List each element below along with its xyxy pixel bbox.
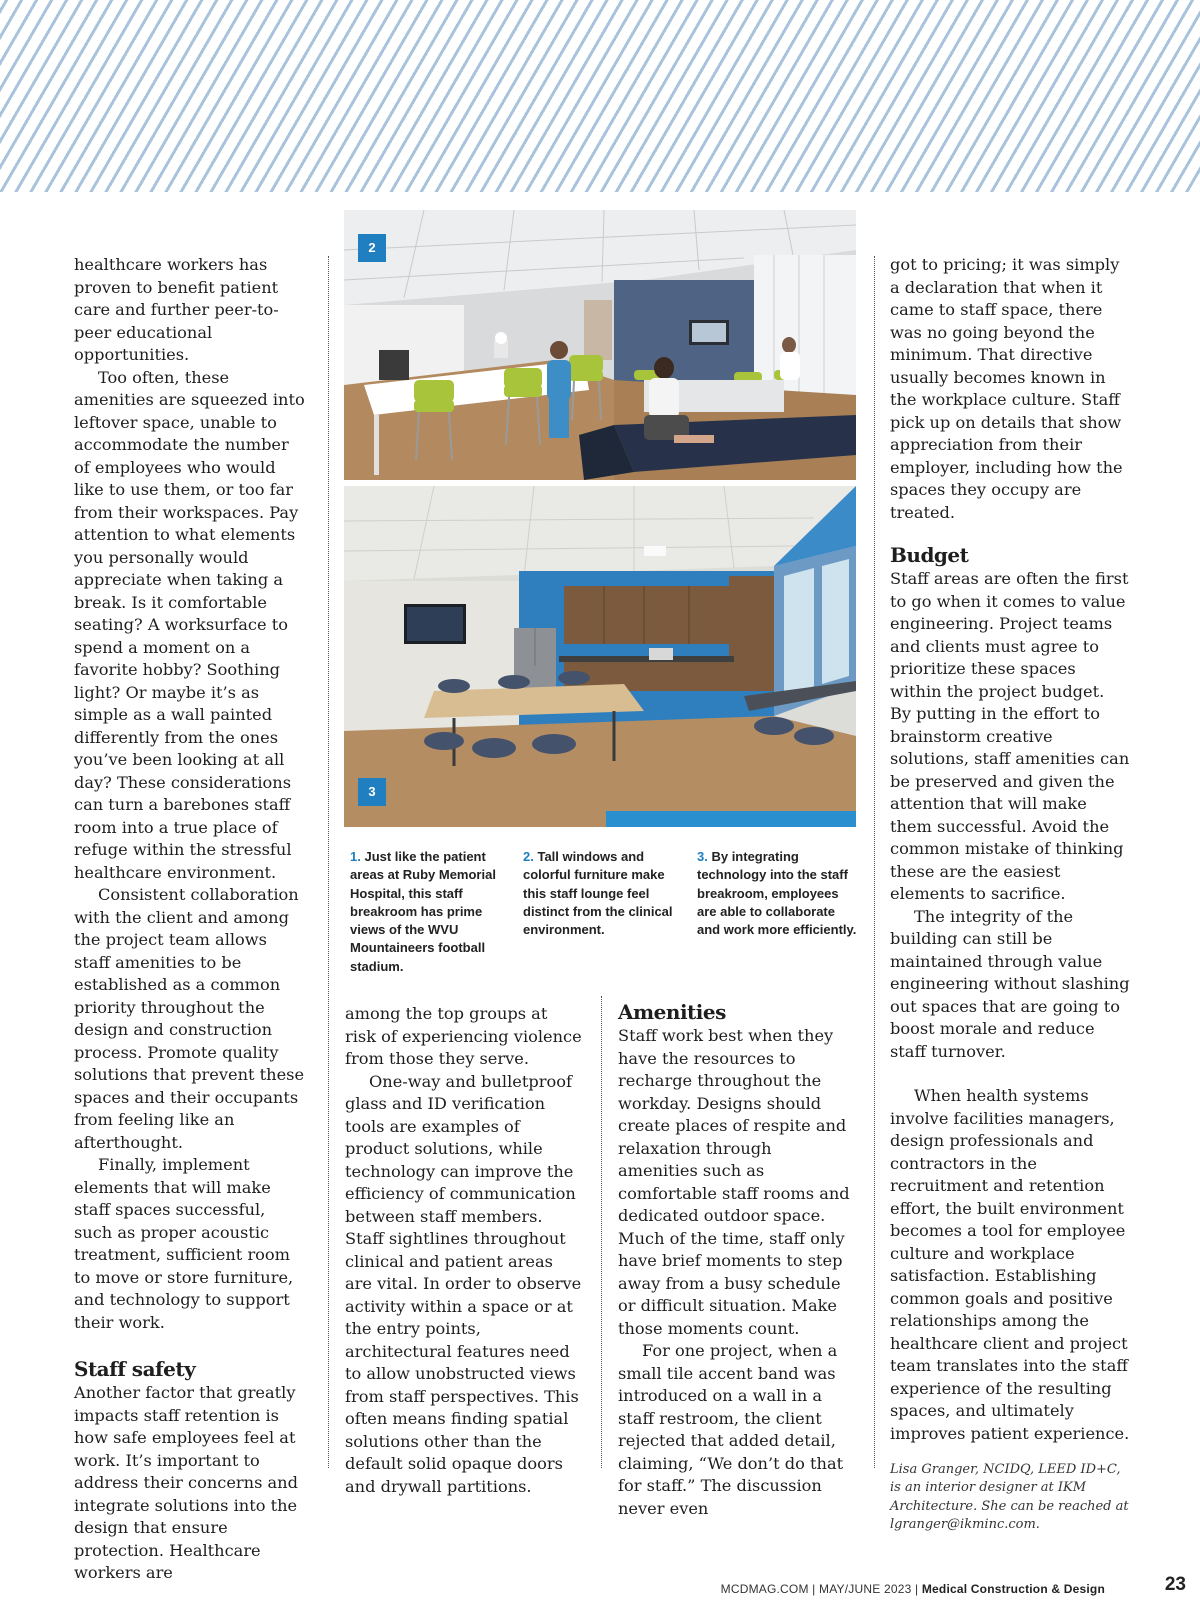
column-divider — [601, 996, 602, 1468]
photo-caption-2 — [523, 848, 683, 939]
paragraph: One-way and bulletproof glass and ID verification tools are examples of product solutions, while technology can improve the efficiency of communication between staff members. Staff sightlines throughout clinical and patient areas are vital. In order to observe activity within a space or at the entry points, architectural features need to allow unobstructed views from staff perspectives. This often means finding spatial solutions other than the default solid opaque doors and drywall partitions. — [345, 1071, 582, 1496]
paragraph: When health systems involve facilities managers, design professionals and contractors in the recruitment and retention effort, the built environment becomes a tool for employee culture and workplace satisfaction. Establishing common goals and positive relationships among the healthcare client and project team translates into the staff experience of the resulting spaces, and ultimately improves patient experience. — [890, 1086, 1130, 1443]
page-number: 23 — [1164, 1574, 1186, 1595]
page-footer — [721, 1582, 1105, 1596]
article-column-3 — [618, 999, 856, 1520]
staff-lounge-illustration — [344, 210, 856, 480]
paragraph: among the top groups at risk of experiencing violence from those they serve. — [345, 1004, 582, 1068]
staff-breakroom-illustration — [344, 486, 856, 827]
caption-text: Just like the patient areas at Ruby Memorial Hospital, this staff breakroom has prime views of the WVU Mountaineers football stadium. — [350, 849, 496, 974]
paragraph: Too often, these amenities are squeezed into leftover space, unable to accommodate the number of employees who would like to use them, or too far from their workspaces. Pay attention to what elements you personally would appreciate when taking a break. Is it comfortable seating? A worksurface to spend a moment on a favorite hobby? Soothing light? Or maybe it’s as simple as a wall painted differently from the ones you’ve been looking at all day? These considerations can turn a barebones staff room into a true place of refuge within the stressful healthcare environment. — [74, 367, 305, 882]
article-column-1 — [74, 254, 308, 1585]
article-column-4 — [890, 254, 1130, 1534]
paragraph: Another factor that greatly impacts staff retention is how safe employees feel at work. It’s important to address their concerns and integrate solutions into the design that ensure protection. Healthcare workers are — [74, 1383, 298, 1582]
photo-caption-3 — [697, 848, 857, 939]
section-heading-amenities: Amenities — [618, 1000, 726, 1024]
paragraph: healthcare workers has proven to benefit patient care and further peer-to-peer educational opportunities. — [74, 255, 279, 364]
paragraph: Finally, implement elements that will make staff spaces successful, such as proper acoustic treatment, sufficient room to move or store furniture, and technology to support their work. — [74, 1155, 294, 1332]
caption-text: Tall windows and colorful furniture make this staff lounge feel distinct from the clinical environment. — [523, 849, 673, 938]
author-bio: Lisa Granger, NCIDQ, LEED ID+C, is an interior designer at IKM Architecture. She can be reached at lgranger@ikminc.com. — [890, 1462, 1129, 1532]
caption-text: By integrating technology into the staff breakroom, employees are able to collaborate and work more efficiently. — [697, 849, 857, 938]
caption-number: 2. — [523, 849, 534, 864]
photo-staff-breakroom — [344, 486, 856, 827]
paragraph: For one project, when a small tile accent band was introduced on a wall in a staff restroom, the client rejected that added detail, claiming, “We don’t do that for staff.” The discussion never even — [618, 1341, 844, 1518]
photo-number-badge: 2 — [358, 234, 386, 262]
photo-staff-lounge — [344, 210, 856, 480]
paragraph: got to pricing; it was simply a declaration that when it came to staff space, there was no going beyond the minimum. That directive usually becomes known in the workplace culture. Staff pick up on details that show appreciation from their employer, including how the spaces they occupy are treated. — [890, 255, 1123, 522]
paragraph: Consistent collaboration with the client and among the project team allows staff amenities to be established as a common priority throughout the design and construction process. Promote quality solutions that prevent these spaces and their occupants from feeling like an afterthought. — [74, 885, 305, 1152]
article-column-2 — [345, 1003, 583, 1498]
paragraph: The integrity of the building can still be maintained through value engineering without slashing out spaces that are going to boost morale and reduce staff turnover. — [890, 906, 1130, 1061]
header-stripe-pattern — [0, 0, 1200, 192]
footer-site-issue: MCDMAG.COM | MAY/JUNE 2023 | — [720, 1582, 922, 1596]
caption-number: 1. — [350, 849, 361, 864]
column-divider — [874, 256, 875, 1468]
section-heading-staff-safety: Staff safety — [74, 1357, 196, 1381]
paragraph: Staff work best when they have the resources to recharge throughout the workday. Designs should create places of respite and relaxation through amenities such as comfortable staff rooms and dedicated outdoor space. Much of the time, staff only have brief moments to step away from a busy schedule or difficult situation. Make those moments count. — [618, 1026, 850, 1338]
photo-number-badge: 3 — [358, 778, 386, 806]
photo-caption-1 — [350, 848, 510, 976]
column-divider — [328, 256, 329, 1468]
section-heading-budget: Budget — [890, 543, 969, 567]
caption-number: 3. — [697, 849, 708, 864]
paragraph: Staff areas are often the first to go when it comes to value engineering. Project teams and clients must agree to prioritize these spaces within the project budget. By putting in the effort to brainstorm creative solutions, staff amenities can be preserved and given the attention that will make them successful. Avoid the common mistake of thinking these are the easiest elements to sacrifice. — [890, 569, 1130, 903]
footer-publication: Medical Construction & Design — [921, 1582, 1105, 1596]
